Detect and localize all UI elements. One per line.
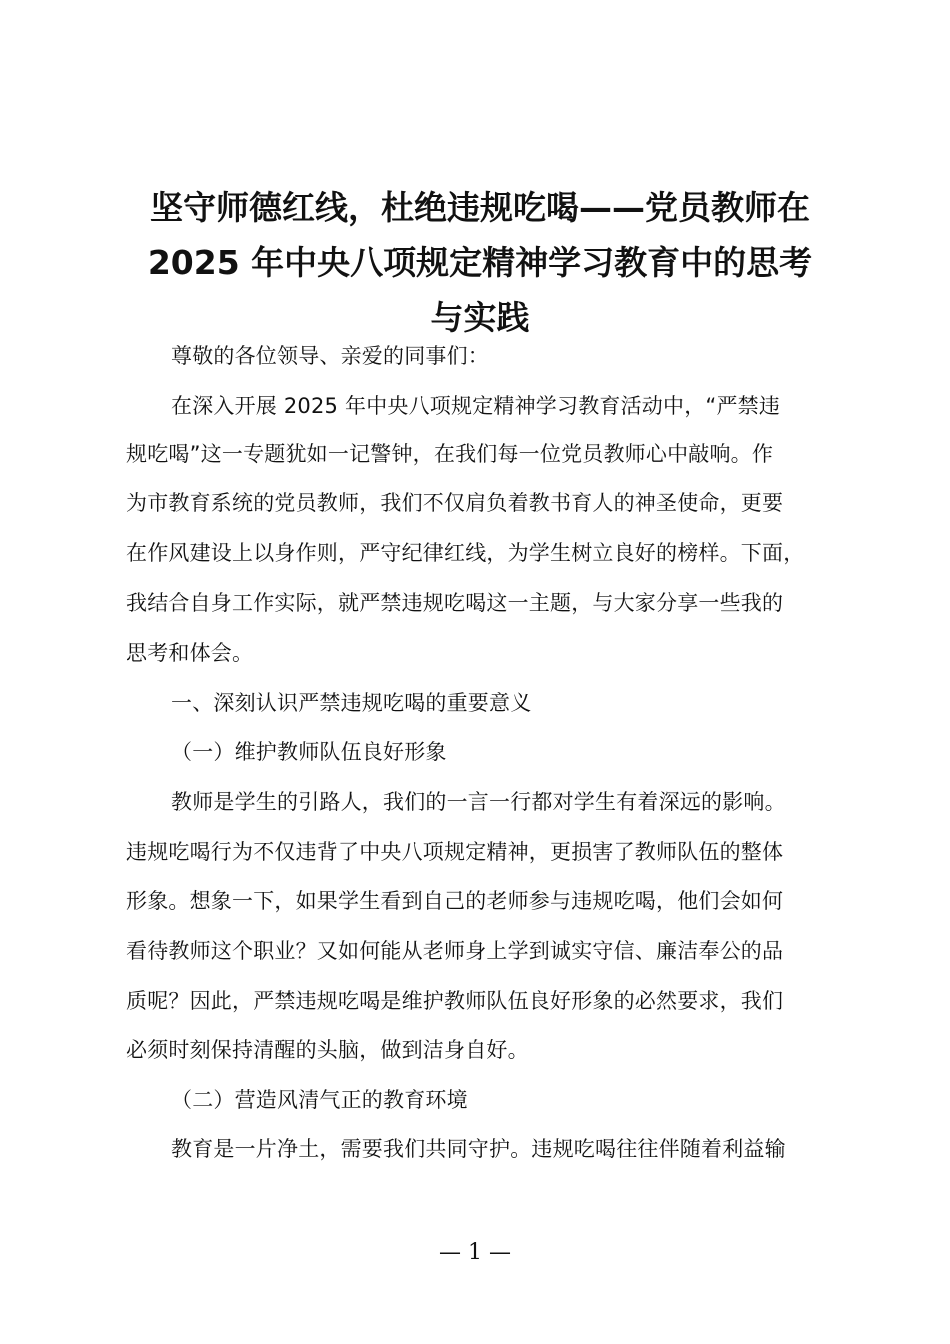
sub1-line-3: 形象。想象一下，如果学生看到自己的老师参与违规吃喝，他们会如何 xyxy=(126,889,784,913)
intro-line-2: 规吃喝”这一专题犹如一记警钟，在我们每一位党员教师心中敲响。作 xyxy=(126,442,774,466)
salutation: 尊敬的各位领导、亲爱的同事们： xyxy=(171,344,489,368)
sub1-line-1: 教师是学生的引路人，我们的一言一行都对学生有着深远的影响。 xyxy=(171,790,786,814)
sub1-line-5: 质呢？因此，严禁违规吃喝是维护教师队伍良好形象的必然要求，我们 xyxy=(126,989,784,1013)
intro-line-5: 我结合自身工作实际，就严禁违规吃喝这一主题，与大家分享一些我的 xyxy=(126,591,784,615)
intro-line-1: 在深入开展 2025 年中央八项规定精神学习教育活动中，“严禁违 xyxy=(171,394,781,418)
subsection-1-heading: （一）维护教师队伍良好形象 xyxy=(171,740,447,764)
intro-line-3: 为市教育系统的党员教师，我们不仅肩负着教书育人的神圣使命，更要 xyxy=(126,491,784,515)
sub1-line-6: 必须时刻保持清醒的头脑，做到洁身自好。 xyxy=(126,1038,529,1062)
subsection-2-heading: （二）营造风清气正的教育环境 xyxy=(171,1088,468,1112)
sub1-line-2: 违规吃喝行为不仅违背了中央八项规定精神，更损害了教师队伍的整体 xyxy=(126,840,784,864)
sub2-line-1: 教育是一片净土，需要我们共同守护。违规吃喝往往伴随着利益输 xyxy=(171,1137,786,1161)
section-1-heading: 一、深刻认识严禁违规吃喝的重要意义 xyxy=(171,691,532,715)
title-line-1: 坚守师德红线，杜绝违规吃喝——党员教师在 xyxy=(150,188,810,227)
page-number: — 1 — xyxy=(439,1240,511,1265)
title-line-2: 2025 年中央八项规定精神学习教育中的思考 xyxy=(147,243,813,282)
title-line-3: 与实践 xyxy=(430,298,530,337)
intro-line-4: 在作风建设上以身作则，严守纪律红线，为学生树立良好的榜样。下面， xyxy=(126,541,805,565)
document-title xyxy=(120,180,840,345)
sub1-line-4: 看待教师这个职业？又如何能从老师身上学到诚实守信、廉洁奉公的品 xyxy=(126,939,784,963)
intro-line-6: 思考和体会。 xyxy=(126,641,254,665)
